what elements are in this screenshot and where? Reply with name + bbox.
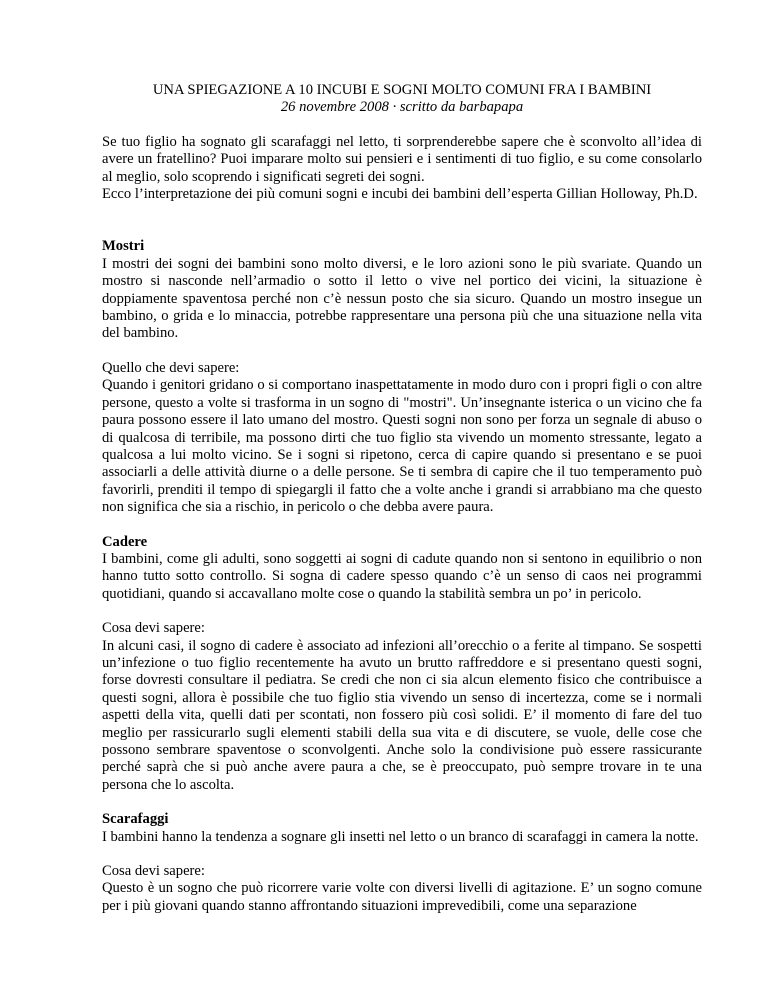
section-heading-scarafaggi: Scarafaggi [102,811,169,828]
intro-paragraph: Se tuo figlio ha sognato gli scarafaggi nel letto, ti sorprenderebbe sapere che è sconvolto all’idea di avere un fratellino? Puoi imparare molto sui pensieri e i sentimenti di tuo figlio, e su come consolarlo al meglio, solo scoprendo i significati segreti dei sogni. [102,133,702,185]
section-body: I bambini, come gli adulti, sono soggetti ai sogni di cadute quando non si sentono in equilibrio o non hanno tutto sotto controllo. Si sogna di cadere spesso quando c’è un senso di caos nei programmi quotidiani, quando si accavallano molte cose o quando la stabilità sembra un po’ in pericolo. [102,550,702,602]
know-label: Quello che devi sapere: [102,359,240,376]
section-heading-mostri: Mostri [102,238,145,255]
section-heading-cadere: Cadere [102,533,148,550]
know-body: Quando i genitori gridano o si comportano inaspettatamente in modo duro con i propri figli o con altre persone, questo a volte si trasforma in un sogno di "mostri". Un’insegnante isterica o un vicino che fa paura possono essere il lato umano del mostro. Questi sogni non sono per forza un segnale di abuso o di qualcosa di terribile, ma possono dirti che tuo figlio sta vivendo un momento stressante, legato a qualcosa a lui molto vicino. Se i sogni si ripetono, cerca di capire quando si presentano e se puoi associarli a delle attività diurne o a delle persone. Se ti sembra di capire che il tuo temperamento può favorirli, prenditi il tempo di spiegargli il fatto che a volte anche i grandi si arrabbiano ma che questo non significa che sia a rischio, in pericolo o che debba avere paura. [102,377,702,516]
intro-paragraph: Ecco l’interpretazione dei più comuni sogni e incubi dei bambini dell’esperta Gillian Holloway, Ph.D. [102,186,698,203]
know-body: In alcuni casi, il sogno di cadere è associato ad infezioni all’orecchio o a ferite al timpano. Se sospetti un’infezione o tuo figlio recentemente ha avuto un brutto raffreddore e si presentano questi sogni, forse dovresti consultare il pediatra. Se credi che non ci sia alcun elemento fisico che contribuisce a questi sogni, allora è possibile che tuo figlio stia vivendo un senso di incertezza, come se i normali aspetti della vita, quelli dati per scontati, non fossero più così solidi. E’ il momento di fare del tuo meglio per rassicurarlo sugli elementi stabili della sua vita e di discutere, se vuole, delle cose che possono sembrare spaventose o sconvolgenti. Anche solo la condivisione può essere rassicurante perché saprà che si può anche avere paura a che, se è preoccupato, può sempre trovare in te una persona che lo ascolta. [102,637,702,793]
know-body: Questo è un sogno che può ricorrere varie volte con diversi livelli di agitazione. E’ un sogno comune per i più giovani quando stanno affrontando situazioni imprevedibili, come una separazione [102,880,702,914]
know-label: Cosa devi sapere: [102,863,205,880]
document-title: UNA SPIEGAZIONE A 10 INCUBI E SOGNI MOLTO COMUNI FRA I BAMBINI [152,82,652,98]
section-body: I mostri dei sogni dei bambini sono molto diversi, e le loro azioni sono le più svariate. Quando un mostro si nasconde nell’armadio o sotto il letto o vive nel portico dei vicini, la situazione è doppiamente spaventosa perché non c’è nessun posto che sia sicuro. Quando un mostro insegue un bambino, o grida e lo minaccia, potrebbe rappresentare una persona più che una situazione nella vita del bambino. [102,255,702,342]
document-subtitle: 26 novembre 2008 · scritto da barbapapa [280,99,524,116]
know-label: Cosa devi sapere: [102,620,205,637]
section-body: I bambini hanno la tendenza a sognare gli insetti nel letto o un branco di scarafaggi in camera la notte. [102,828,699,845]
